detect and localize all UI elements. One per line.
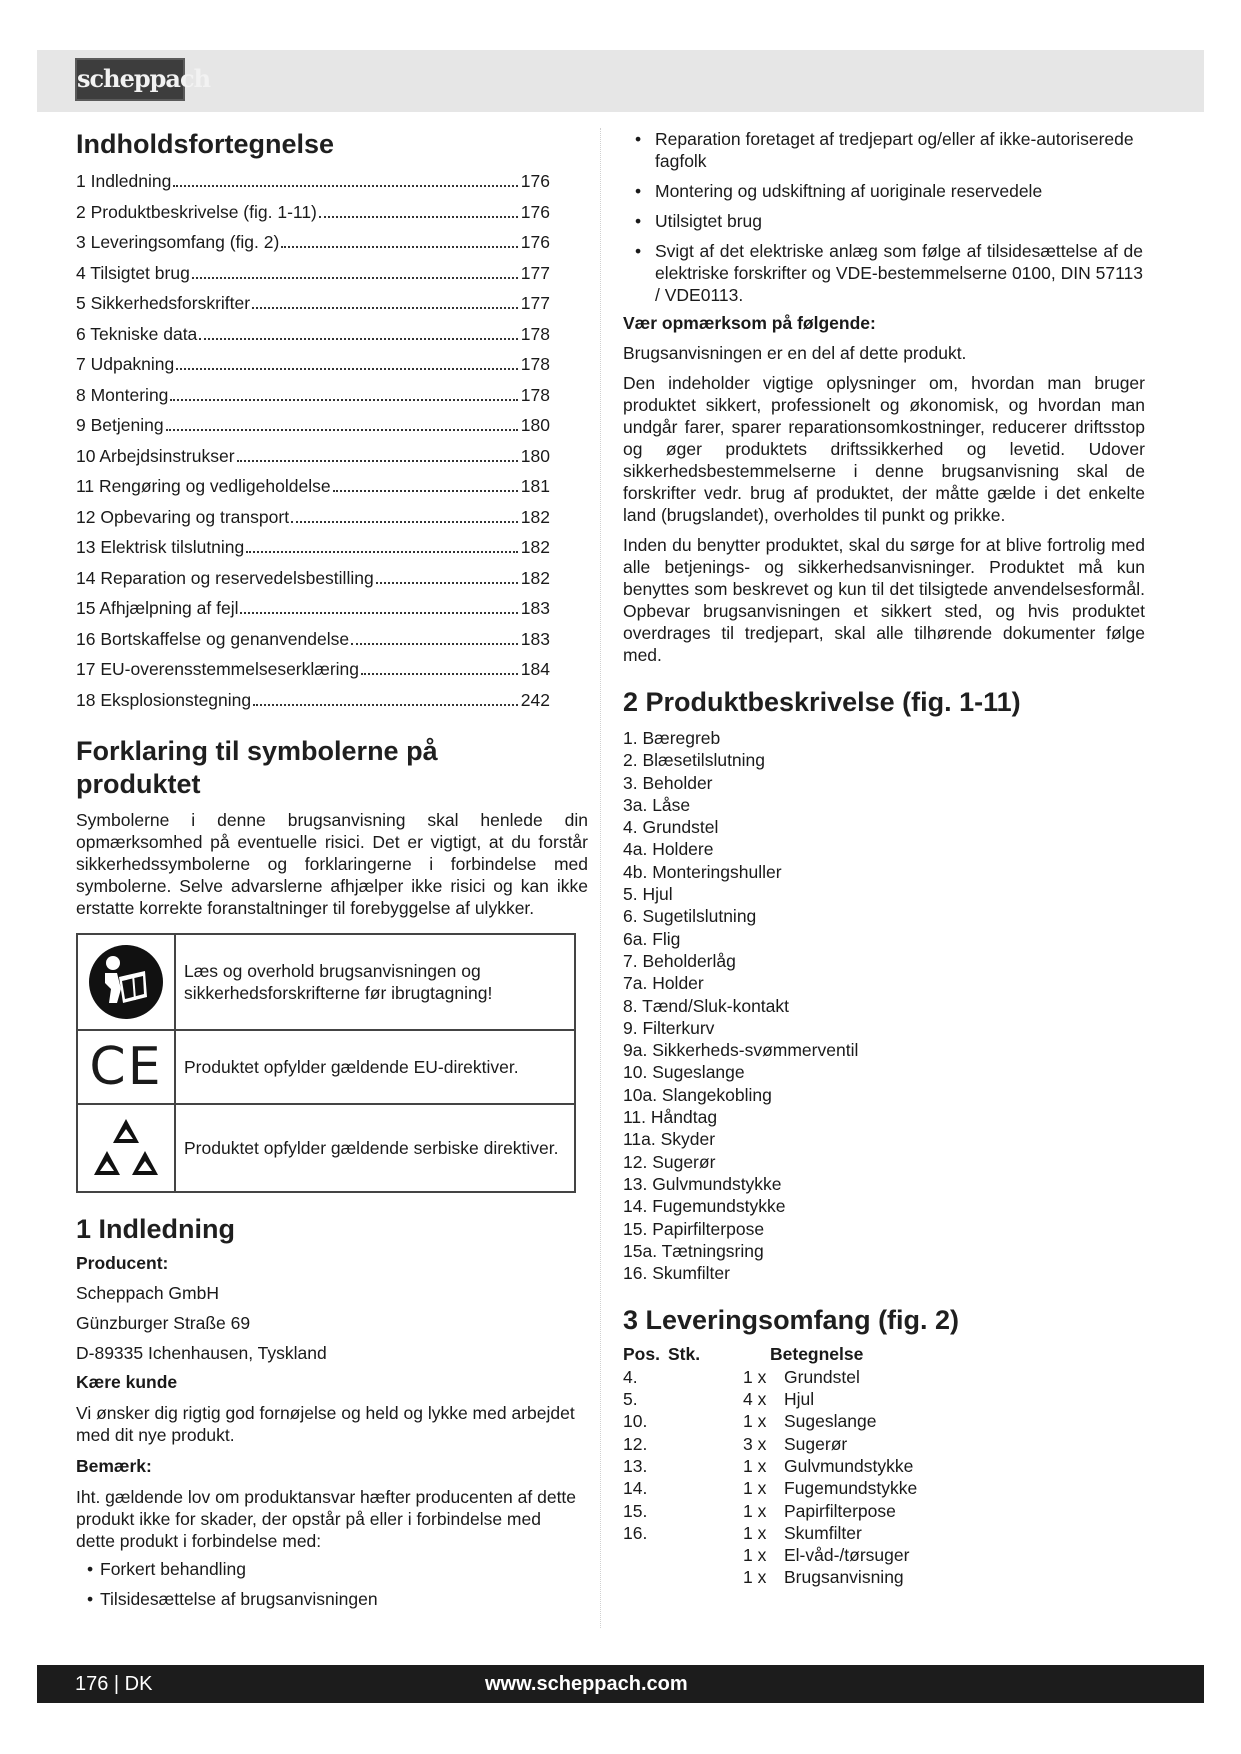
- scope-pos: 5.: [623, 1389, 638, 1410]
- scope-name: Sugerør: [784, 1433, 848, 1454]
- scope-name: El-våd-/tørsuger: [784, 1545, 910, 1566]
- toc-item-label: 9 Betjening: [76, 415, 164, 435]
- toc-item-page: 177: [520, 262, 550, 283]
- toc-leader-dots: [170, 399, 517, 401]
- scope-qty: 1 x: [743, 1545, 767, 1566]
- part-item: 16. Skumfilter: [623, 1263, 730, 1284]
- toc-list: [76, 166, 591, 715]
- scope-name: Sugeslange: [784, 1411, 877, 1432]
- toc-leader-dots: [291, 521, 518, 523]
- toc-title: Indholdsfortegnelse: [76, 129, 335, 159]
- scope-pos: 16.: [623, 1522, 648, 1543]
- toc-item-label: 1 Indledning: [76, 171, 172, 191]
- part-item: 11. Håndtag: [623, 1107, 718, 1128]
- toc-item-page: 182: [520, 567, 550, 588]
- parts-list: [623, 727, 1145, 1284]
- scope-row: [623, 1388, 917, 1410]
- scope-pos: 13.: [623, 1455, 648, 1476]
- scope-qty: 3 x: [743, 1433, 767, 1454]
- part-item: 15. Papirfilterpose: [623, 1218, 765, 1239]
- attention-label: Vær opmærksom på følgende:: [623, 313, 876, 333]
- toc-item[interactable]: [76, 471, 550, 502]
- toc-item-page: 178: [520, 384, 550, 405]
- symbol-row-serbian: [78, 1105, 574, 1191]
- scope-qty: 1 x: [743, 1522, 767, 1543]
- scope-row: [623, 1522, 917, 1544]
- scope-row: [623, 1544, 917, 1566]
- toc-item-page: 176: [520, 201, 550, 222]
- toc-item-page: 180: [520, 445, 550, 466]
- toc-leader-dots: [237, 460, 518, 462]
- toc-item[interactable]: [76, 532, 550, 563]
- website-link[interactable]: www.scheppach.com: [485, 1673, 688, 1695]
- toc-item-label: 15 Afhjælpning af fejl: [76, 598, 239, 618]
- page-header: [37, 50, 1204, 112]
- toc-item[interactable]: [76, 654, 550, 685]
- toc-item-label: 3 Leveringsomfang (fig. 2): [76, 232, 280, 252]
- column-divider: [600, 128, 601, 1628]
- scope-pos: 12.: [623, 1433, 648, 1454]
- toc-item-label: 10 Arbejdsinstrukser: [76, 445, 235, 466]
- scope-name: Skumfilter: [784, 1522, 862, 1543]
- toc-item-label: 18 Eksplosionstegning: [76, 689, 252, 710]
- part-item: 13. Gulvmundstykke: [623, 1173, 782, 1194]
- toc-leader-dots: [199, 338, 518, 340]
- toc-item-page: 184: [520, 659, 550, 679]
- scope-qty: 1 x: [743, 1455, 767, 1476]
- producer-line: D-89335 Ichenhausen, Tyskland: [76, 1343, 327, 1363]
- scope-title: 3 Leveringsomfang (fig. 2): [623, 1305, 960, 1336]
- scope-row: [623, 1410, 917, 1432]
- toc-item-page: 182: [520, 506, 550, 527]
- scope-header-name: Betegnelse: [770, 1344, 864, 1365]
- toc-item-label: 2 Produktbeskrivelse (fig. 1-11): [76, 201, 317, 222]
- scope-name: Papirfilterpose: [784, 1500, 896, 1521]
- toc-item[interactable]: [76, 593, 550, 624]
- scope-row: [623, 1433, 917, 1455]
- toc-item-label: 8 Montering: [76, 384, 169, 405]
- symbols-title-line1: Forklaring til symbolerne på: [76, 736, 438, 766]
- part-item: 5. Hjul: [623, 884, 673, 905]
- toc-item-page: 183: [520, 628, 550, 649]
- part-item: 2. Blæsetilslutning: [623, 750, 766, 771]
- symbol-text: Produktet opfylder gældende EU-direktiver.: [184, 1057, 519, 1077]
- part-item: 9. Filterkurv: [623, 1017, 715, 1038]
- scope-name: Grundstel: [784, 1366, 860, 1387]
- part-item: 7a. Holder: [623, 973, 704, 994]
- toc-item[interactable]: [76, 441, 550, 472]
- part-item: 14. Fugemundstykke: [623, 1196, 786, 1217]
- symbols-title-line2: produktet: [76, 769, 201, 799]
- scope-header-pos: Pos.: [623, 1344, 660, 1365]
- toc-item-label: 11 Rengøring og vedligeholdelse: [76, 476, 331, 496]
- product-title: 2 Produktbeskrivelse (fig. 1-11): [623, 687, 1021, 717]
- part-item: 6a. Flig: [623, 928, 681, 949]
- note-text: Iht. gældende lov om produktansvar hæfter producenten af dette produkt ikke for skader, der opstår på eller i forbindelse med dette produkt i forbindelse med:: [76, 1487, 577, 1551]
- part-item: 10a. Slangekobling: [623, 1084, 772, 1105]
- scope-row: [623, 1366, 917, 1388]
- toc-leader-dots: [246, 551, 518, 553]
- left-column: [76, 128, 591, 1610]
- paragraph: Inden du benytter produktet, skal du sørge for at blive fortrolig med alle betjenings- og sikkerhedsanvisninger. Produktet må kun benyttes som beskrevet og kun til det tilsigtede anvendelsesformål. Opbevar brugsanvisningen et sikkert sted, og hvis produktet overdrages til tredjepart, skal alle tilhørende dokumenter følge med.: [623, 535, 1145, 665]
- part-item: 1. Bæregreb: [623, 728, 721, 748]
- toc-item[interactable]: [76, 258, 550, 289]
- toc-leader-dots: [176, 368, 518, 370]
- symbol-text: Produktet opfylder gældende serbiske direktiver.: [184, 1138, 559, 1158]
- scope-pos: 10.: [623, 1411, 648, 1432]
- paragraph: Brugsanvisningen er en del af dette produkt.: [623, 343, 967, 363]
- right-column: [623, 128, 1145, 1589]
- scope-table: [623, 1343, 917, 1588]
- toc-item-label: 12 Opbevaring og transport: [76, 506, 290, 527]
- part-item: 4b. Monteringshuller: [623, 861, 782, 882]
- serbian-conformity-icon: [78, 1105, 176, 1191]
- part-item: 4. Grundstel: [623, 817, 719, 838]
- dear-text: Vi ønsker dig rigtig god fornøjelse og held og lykke med arbejdet med dit nye produkt.: [76, 1403, 575, 1445]
- scope-pos: 15.: [623, 1500, 648, 1521]
- scope-qty: 1 x: [743, 1567, 767, 1588]
- scope-header-row: [623, 1343, 917, 1365]
- dear-label: Kære kunde: [76, 1372, 178, 1392]
- toc-item-label: 4 Tilsigtet brug: [76, 262, 190, 283]
- bullet-item: • Montering og udskiftning af uoriginale reservedele: [623, 180, 1143, 202]
- toc-leader-dots: [376, 582, 518, 584]
- toc-item-label: 13 Elektrisk tilslutning: [76, 537, 245, 557]
- toc-leader-dots: [173, 185, 517, 187]
- part-item: 10. Sugeslange: [623, 1062, 745, 1083]
- scope-qty: 1 x: [743, 1366, 767, 1387]
- scope-name: Fugemundstykke: [784, 1478, 918, 1499]
- toc-leader-dots: [319, 216, 518, 218]
- part-item: 7. Beholderlåg: [623, 950, 736, 971]
- symbol-text: Læs og overhold brugsanvisningen og sikkerhedsforskrifterne før ibrugtagning!: [184, 961, 493, 1003]
- toc-item[interactable]: [76, 288, 550, 319]
- scope-row: [623, 1477, 917, 1499]
- toc-item-page: 182: [520, 537, 550, 557]
- toc-item[interactable]: [76, 319, 550, 350]
- part-item: 6. Sugetilslutning: [623, 906, 757, 927]
- scope-row: [623, 1455, 917, 1477]
- toc-item-page: 178: [520, 323, 550, 344]
- toc-leader-dots: [240, 612, 517, 614]
- toc-leader-dots: [333, 490, 518, 492]
- bullet-item: • Tilsidesættelse af brugsanvisningen: [76, 1588, 591, 1610]
- right-bullet-list: [623, 128, 1143, 306]
- ce-mark-icon: [78, 1031, 176, 1103]
- part-item: 11a. Skyder: [623, 1129, 716, 1150]
- toc-item[interactable]: [76, 227, 550, 258]
- toc-item-page: 178: [520, 354, 550, 374]
- toc-leader-dots: [252, 307, 518, 309]
- intro-title: 1 Indledning: [76, 1214, 235, 1244]
- bullet-item: • Svigt af det elektriske anlæg som følge af tilsidesættelse af de elektriske forskrifter og VDE-bestemmelserne 0100, DIN 57113 / VDE0113.: [623, 240, 1143, 306]
- toc-item-page: 183: [520, 598, 550, 618]
- toc-item-label: 6 Tekniske data: [76, 323, 198, 344]
- symbols-table: [76, 933, 576, 1193]
- scope-pos: 4.: [623, 1366, 638, 1387]
- scope-qty: 1 x: [743, 1500, 767, 1521]
- toc-leader-dots: [351, 643, 518, 645]
- scope-qty: 1 x: [743, 1411, 767, 1432]
- toc-item[interactable]: [76, 563, 550, 594]
- producer-line: Scheppach GmbH: [76, 1283, 219, 1303]
- part-item: 3a. Låse: [623, 794, 691, 815]
- toc-item[interactable]: [76, 166, 550, 197]
- part-item: 8. Tænd/Sluk-kontakt: [623, 995, 790, 1016]
- toc-item-page: 181: [520, 476, 550, 496]
- read-manual-icon: [78, 935, 176, 1029]
- page-footer: [37, 1665, 1204, 1703]
- toc-item[interactable]: [76, 349, 550, 380]
- producer-line: Günzburger Straße 69: [76, 1313, 251, 1333]
- ce-glyph: CE: [89, 1037, 163, 1097]
- scope-name: Gulvmundstykke: [784, 1455, 914, 1476]
- symbol-row-ce: [78, 1031, 574, 1105]
- brand-logo: scheppach: [75, 58, 185, 101]
- scope-row: [623, 1500, 917, 1522]
- toc-item[interactable]: [76, 197, 550, 228]
- toc-leader-dots: [253, 704, 518, 706]
- scope-pos: [623, 1544, 668, 1566]
- symbols-title: [76, 735, 591, 801]
- toc-item-label: 16 Bortskaffelse og genanvendelse: [76, 628, 350, 649]
- scope-pos: [623, 1566, 668, 1588]
- bullet-item: • Reparation foretaget af tredjepart og/eller af ikke-autoriserede fagfolk: [623, 128, 1143, 172]
- part-item: 3. Beholder: [623, 772, 713, 793]
- scope-qty: 4 x: [743, 1389, 767, 1410]
- part-item: 4a. Holdere: [623, 839, 714, 860]
- toc-item[interactable]: [76, 502, 550, 533]
- toc-item-page: 176: [520, 171, 550, 191]
- toc-item-label: 14 Reparation og reservedelsbestilling: [76, 567, 374, 588]
- toc-item[interactable]: [76, 685, 550, 716]
- symbols-intro: Symbolerne i denne brugsanvisning skal henlede din opmærksomhed på eventuelle risici. Det er vigtigt, at du forstår sikkerhedssymbolerne og forklaringerne i forbindelse med symbolerne. Selve advarslerne afhjælper ikke risici og kan ikke erstatte korrekte foranstaltninger til forebyggelse af ulykker.: [76, 810, 588, 918]
- symbol-row-read-manual: [78, 935, 574, 1031]
- producer-label: Producent:: [76, 1253, 169, 1273]
- scope-pos: 14.: [623, 1478, 648, 1499]
- scope-row: [623, 1566, 917, 1588]
- toc-item[interactable]: [76, 410, 550, 441]
- toc-item-page: 180: [520, 415, 550, 435]
- scope-header-qty: Stk.: [668, 1344, 701, 1365]
- toc-item-page: 242: [520, 689, 550, 710]
- toc-item-label: 17 EU-overensstemmelseserklæring: [76, 659, 360, 679]
- paragraph: Den indeholder vigtige oplysninger om, hvordan man bruger produktet sikkert, professionelt og økonomisk, og hvordan man undgår farer, sparer reparationsomkostninger, reducerer driftsstop og øger produktets driftssikkerhed og levetid. Udover sikkerhedsbestemmelserne i denne brugsanvisning skal de forskrifter vedr. brug af produktet, der måtte gælde i det enkelte land (brugslandet), overholdes til punkt og prikke.: [623, 373, 1145, 525]
- bullet-item: • Utilsigtet brug: [623, 210, 1143, 232]
- bullet-item: • Forkert behandling: [76, 1558, 591, 1580]
- scope-name: Brugsanvisning: [784, 1567, 904, 1588]
- toc-item-label: 5 Sikkerhedsforskrifter: [76, 293, 251, 313]
- left-bullet-list: [76, 1558, 591, 1610]
- page-number: 176 | DK: [75, 1673, 153, 1695]
- toc-leader-dots: [361, 673, 518, 675]
- scope-name: Hjul: [784, 1389, 815, 1410]
- note-label: Bemærk:: [76, 1456, 152, 1476]
- scope-qty: 1 x: [743, 1478, 767, 1499]
- part-item: 15a. Tætningsring: [623, 1240, 764, 1261]
- toc-item[interactable]: [76, 624, 550, 655]
- toc-item-page: 177: [520, 293, 550, 313]
- toc-item-label: 7 Udpakning: [76, 354, 175, 374]
- toc-item[interactable]: [76, 380, 550, 411]
- toc-leader-dots: [192, 277, 518, 279]
- toc-item-page: 176: [520, 232, 550, 252]
- toc-leader-dots: [166, 429, 518, 431]
- part-item: 9a. Sikkerheds-svømmerventil: [623, 1040, 859, 1061]
- toc-leader-dots: [281, 246, 517, 248]
- part-item: 12. Sugerør: [623, 1151, 716, 1172]
